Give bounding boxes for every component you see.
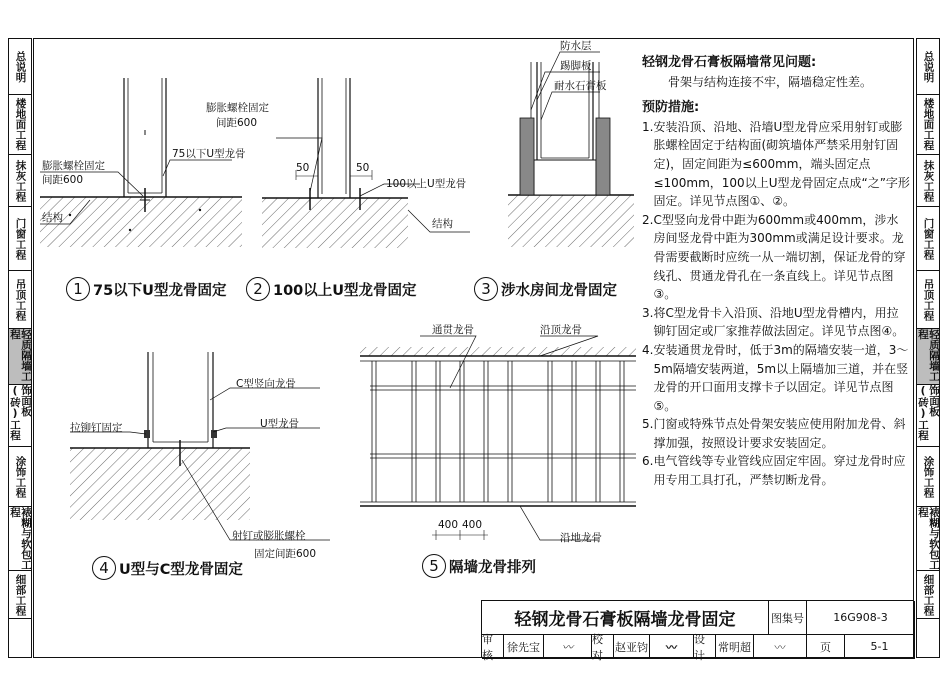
sidebar-tab-label: 吊顶工程 [14, 278, 27, 321]
d5-dim-a: 400 [438, 519, 459, 531]
d1-anchor-label: 膨胀螺栓固定 [42, 160, 105, 172]
title-block [481, 600, 914, 662]
detail-5-number: 5 [422, 554, 446, 578]
note-text: 将C型龙骨卡入沿顶、沿地U型龙骨槽内，用拉铆钉固定或厂家推荐做法固定。详见节点图④。 [653, 305, 905, 339]
detail-2-number: 2 [246, 277, 270, 301]
d4-u-label: U型龙骨 [260, 418, 300, 430]
d2-dim-a: 50 [296, 162, 310, 174]
caption-detail-1 [66, 277, 226, 301]
notes-panel [642, 54, 910, 490]
d1-struct-label: 结构 [42, 212, 63, 224]
note-text: 电气管线等专业管线应固定牢固。穿过龙骨时应用专用工具打孔，严禁切断龙骨。 [653, 454, 906, 488]
caption-detail-5 [422, 554, 536, 578]
sidebar-tab-label: 轻质隔墙工程 [917, 329, 940, 382]
d5-bottom-label: 沿地龙骨 [560, 532, 602, 544]
detail-3-number: 3 [474, 277, 498, 301]
sidebar-tab-label: 轻质隔墙工程 [9, 329, 32, 382]
review-label: 审核 [482, 635, 504, 659]
sidebar-tab-label: 细部工程 [922, 573, 935, 616]
checker-signature: 〰 [650, 635, 694, 659]
detail-2-caption: 100以上U型龙骨固定 [273, 282, 417, 299]
designer-name: 常明超 [716, 635, 754, 659]
d3-board-label: 耐水石膏板 [554, 80, 607, 92]
sidebar-tab-label: 裱糊与软包工程 [9, 507, 32, 570]
d2-spacing-label: 间距600 [216, 117, 258, 129]
detail-1-caption: 75以下U型龙骨固定 [93, 282, 227, 299]
reviewer-name: 徐先宝 [504, 635, 544, 659]
caption-detail-3 [474, 277, 617, 301]
sidebar-tab-label: 总说明 [14, 50, 27, 83]
d4-rivet-label: 拉铆钉固定 [70, 422, 123, 434]
d1-u-label: 75以下U型龙骨 [172, 148, 246, 160]
d3-waterproof-label: 防水层 [560, 40, 592, 52]
detail-5-drawing [360, 336, 636, 540]
reviewer-signature: 〰 [544, 635, 592, 659]
sidebar-tab-label: 总说明 [922, 50, 935, 83]
sidebar-tab-label: 裱糊与软包工程 [917, 507, 940, 570]
caption-detail-4 [92, 556, 243, 580]
atlas-label: 图集号 [769, 601, 807, 635]
page-label: 页 [807, 635, 845, 659]
checker-name: 赵亚钧 [614, 635, 650, 659]
sidebar-tab-label: 门窗工程 [922, 217, 935, 260]
sidebar-tab-label: 涂饰工程 [14, 455, 27, 498]
notes-problem: 骨架与结构连接不牢，隔墙稳定性差。 [668, 74, 873, 89]
sidebar-tab-label: 楼地面工程 [14, 98, 27, 151]
note-text: 安装通贯龙骨时，低于3m的隔墙安装一道，3～5m隔墙安装两道，5m以上隔墙加三道，并在竖龙骨的开口面用支撑卡子以固定。详见节点图⑤。 [653, 342, 909, 413]
sidebar-tab-label: 楼地面工程 [922, 98, 935, 151]
note-item [642, 452, 910, 489]
d2-anchor-label: 膨胀螺栓固定 [206, 102, 269, 114]
detail-4-caption: U型与C型龙骨固定 [119, 561, 243, 578]
d5-dim-b: 400 [462, 519, 483, 531]
sidebar-tab-label: 涂饰工程 [922, 455, 935, 498]
check-label: 校对 [592, 635, 614, 659]
designer-signature: 〰 [754, 635, 807, 659]
d4-nail-label: 射钉或膨胀螺栓 [232, 530, 306, 542]
detail-4-number: 4 [92, 556, 116, 580]
note-item [642, 211, 910, 304]
note-number: 2. [642, 212, 654, 227]
sidebar-tab-label: 门窗工程 [14, 217, 27, 260]
notes-measures-heading: 预防措施: [642, 100, 700, 116]
d4-c-label: C型竖向龙骨 [236, 378, 296, 390]
sidebar-tab-label: 细部工程 [14, 573, 27, 616]
sidebar-tab-label: 抹灰工程 [14, 159, 27, 202]
d1-spacing-label: 间距600 [42, 174, 84, 186]
d3-skirting-label: 踢脚板 [560, 60, 592, 72]
detail-1-number: 1 [66, 277, 90, 301]
detail-3-caption: 涉水房间龙骨固定 [501, 282, 617, 299]
note-number: 6. [642, 454, 654, 469]
note-number: 4. [642, 342, 654, 357]
note-text: 门窗或特殊节点处骨架安装应使用附加龙骨、斜撑加强，按照设计要求安装固定。 [653, 417, 906, 450]
d5-through-label: 通贯龙骨 [432, 324, 474, 336]
note-number: 3. [642, 305, 654, 320]
note-text: C型竖向龙骨中距为600mm或400mm，涉水房间竖龙骨中距为300mm或满足设计要求。龙骨需要截断时应统一从一端切割，保证龙骨的穿线孔、贯通龙骨孔在一条直线上。详见节点图③。 [653, 212, 906, 302]
sidebar-tab-label: 吊顶工程 [922, 278, 935, 321]
d2-u-label: 100以上U型龙骨 [386, 178, 467, 190]
sidebar-tab-label: 饰面板(砖)工程 [917, 385, 940, 441]
d4-nail-spacing-label: 固定间距600 [254, 548, 317, 560]
note-number: 5. [642, 417, 654, 432]
notes-list [642, 118, 910, 490]
note-text: 安装沿顶、沿地、沿墙U型龙骨应采用射钉或膨胀螺栓固定于结构面(砌筑墙体严禁采用射钉固定)，固定间距为≤600mm，端头固定点≤100mm，100以上U型龙骨固定点成“之”字形固定。详见节点图①、②。 [653, 119, 910, 209]
notes-heading: 轻钢龙骨石膏板隔墙常见问题: [642, 55, 817, 70]
d2-dim-b: 50 [356, 162, 370, 174]
page-number: 5-1 [845, 635, 915, 659]
design-label: 设计 [694, 635, 716, 659]
d5-top-label: 沿顶龙骨 [540, 324, 582, 336]
atlas-number: 16G908-3 [807, 601, 915, 635]
sidebar-tab-label: 抹灰工程 [922, 159, 935, 202]
note-item [642, 304, 910, 341]
note-number: 1. [642, 119, 654, 134]
note-item [642, 415, 910, 452]
d2-struct-label: 结构 [432, 218, 453, 230]
drawing-title: 轻钢龙骨石膏板隔墙龙骨固定 [482, 601, 769, 635]
caption-detail-2 [246, 277, 417, 301]
sidebar-tab-label: 饰面板(砖)工程 [9, 385, 32, 441]
note-item [642, 341, 910, 415]
note-item [642, 118, 910, 211]
detail-5-caption: 隔墙龙骨排列 [449, 559, 536, 576]
